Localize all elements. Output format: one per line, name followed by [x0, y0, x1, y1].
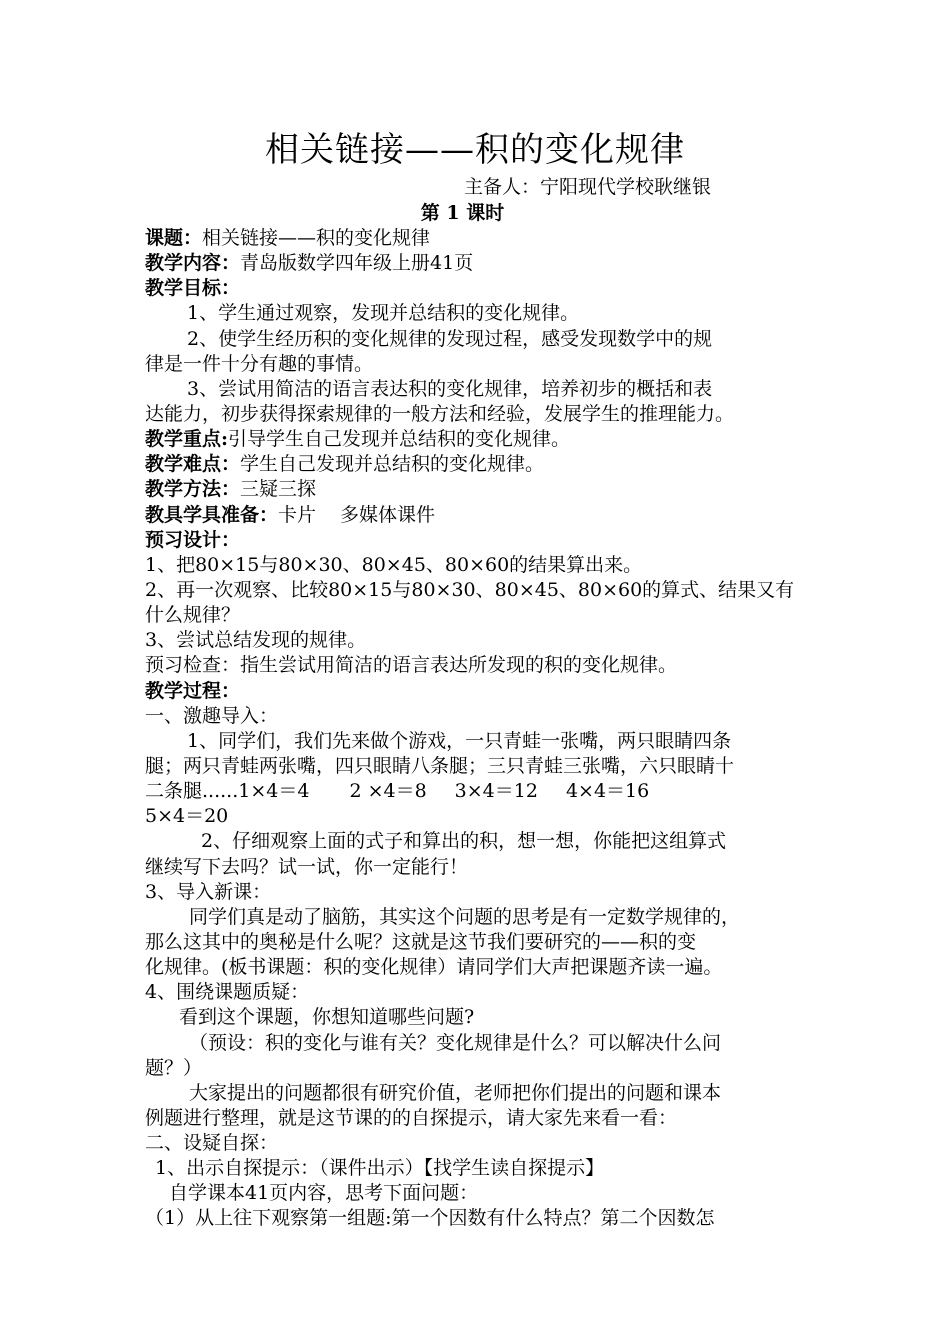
paragraph-line: 看到这个课题，你想知道哪些问题? [179, 1006, 475, 1029]
topic-label: 课题： [145, 227, 203, 249]
preview-heading: 预习设计： [145, 528, 241, 551]
tools-line [145, 503, 825, 528]
paragraph-line: （预设：积的变化与谁有关？变化规律是什么？可以解决什么问 [189, 1031, 722, 1054]
paragraph-line: 自学课本41页内容，思考下面问题： [169, 1182, 479, 1205]
section-heading: 一、激趣导入： [145, 704, 279, 727]
section-heading: 3、导入新课： [145, 880, 272, 903]
preview-check-line: 预习检查：指生尝试用简洁的语言表达所发现的积的变化规律。 [145, 654, 678, 677]
paragraph-line: 化规律。(板书课题：积的变化规律）请同学们大声把课题齐读一遍。 [145, 956, 723, 979]
paragraph-line: 例题进行整理，就是这节课的的自探提示，请大家先来看一看： [145, 1106, 678, 1129]
section-heading: 4、围绕课题质疑： [145, 981, 310, 1004]
difficulty-label: 教学难点： [145, 453, 241, 476]
lesson-period: 第 1 课时 [420, 202, 505, 224]
section-heading: 二、设疑自探： [145, 1132, 279, 1155]
topic-value: 相关链接——积的变化规律 [202, 227, 431, 249]
process-heading: 教学过程： [145, 679, 241, 702]
document-body [145, 226, 825, 1232]
equation-line [145, 779, 825, 804]
equation: 3×4＝12 [454, 780, 538, 803]
content-label: 教学内容： [145, 252, 241, 275]
paragraph-line: 大家提出的问题都很有研究价值，老师把你们提出的问题和课本 [189, 1081, 722, 1104]
paragraph-line: 题？） [145, 1056, 203, 1079]
goal-line: 1、学生通过观察，发现并总结积的变化规律。 [187, 302, 580, 325]
preview-line: 3、尝试总结发现的规律。 [145, 629, 367, 652]
paragraph-line: 1、同学们，我们先来做个游戏，一只青蛙一张嘴，两只眼睛四条 [187, 729, 732, 752]
method-value: 三疑三探 [240, 478, 317, 501]
goals-heading: 教学目标： [145, 277, 241, 300]
method-line [145, 477, 825, 502]
key-point-value: 引导学生自己发现并总结积的变化规律。 [228, 428, 571, 451]
preview-line: 1、把80×15与80×30、80×45、80×60的结果算出来。 [145, 553, 643, 576]
paragraph-line: 同学们真是动了脑筋，其实这个问题的思考是有一定数学规律的， [189, 905, 741, 928]
tools-value-1: 卡片 [278, 503, 317, 526]
paragraph-line: 那么这其中的奥秘是什么呢？这就是这节我们要研究的——积的变 [145, 930, 697, 953]
tools-label: 教具学具准备： [145, 503, 279, 526]
difficulty-line [145, 452, 825, 477]
paragraph-line: 2、仔细观察上面的式子和算出的积，想一想，你能把这组算式 [201, 830, 727, 853]
preview-line: 2、再一次观察、比较80×15与80×30、80×45、80×60的算式、结果又有 [145, 578, 795, 601]
method-label: 教学方法： [145, 478, 241, 501]
document-title: 相关链接——积的变化规律 [265, 130, 685, 170]
paragraph-line: 继续写下去吗？试一试，你一定能行！ [145, 855, 469, 878]
author-line: 主备人：宁阳现代学校耿继银 [464, 176, 712, 198]
key-point-line [145, 427, 825, 452]
content-value: 青岛版数学四年级上册41页 [240, 252, 474, 275]
preview-line: 什么规律？ [145, 604, 241, 627]
goal-line: 3、尝试用简洁的语言表达积的变化规律，培养初步的概括和表 [187, 377, 713, 400]
content-line [145, 251, 825, 276]
goal-line: 达能力，初步获得探索规律的一般方法和经验，发展学生的推理能力。 [145, 402, 735, 425]
topic-line [145, 226, 825, 251]
goal-line: 律是一件十分有趣的事情。 [145, 352, 374, 375]
difficulty-value: 学生自己发现并总结积的变化规律。 [240, 453, 545, 476]
paragraph-line: （1）从上往下观察第一组题:第一个因数有什么特点？第二个因数怎 [145, 1207, 715, 1230]
goal-line: 2、使学生经历积的变化规律的发现过程，感受发现数学中的规 [187, 327, 713, 350]
equation-line: 5×4＝20 [145, 805, 229, 828]
paragraph-line: 1、出示自探提示：（课件出示）【找学生读自探提示】 [155, 1157, 605, 1180]
paragraph-line: 腿；两只青蛙两张嘴，四只眼睛八条腿；三只青蛙三张嘴，六只眼睛十 [145, 754, 735, 777]
equation: 2 ×4＝8 [349, 780, 427, 803]
key-point-label: 教学重点: [145, 428, 229, 451]
tools-value-2: 多媒体课件 [340, 503, 436, 526]
equation: 4×4＝16 [565, 780, 650, 803]
equation: 二条腿......1×4＝4 [145, 780, 310, 803]
